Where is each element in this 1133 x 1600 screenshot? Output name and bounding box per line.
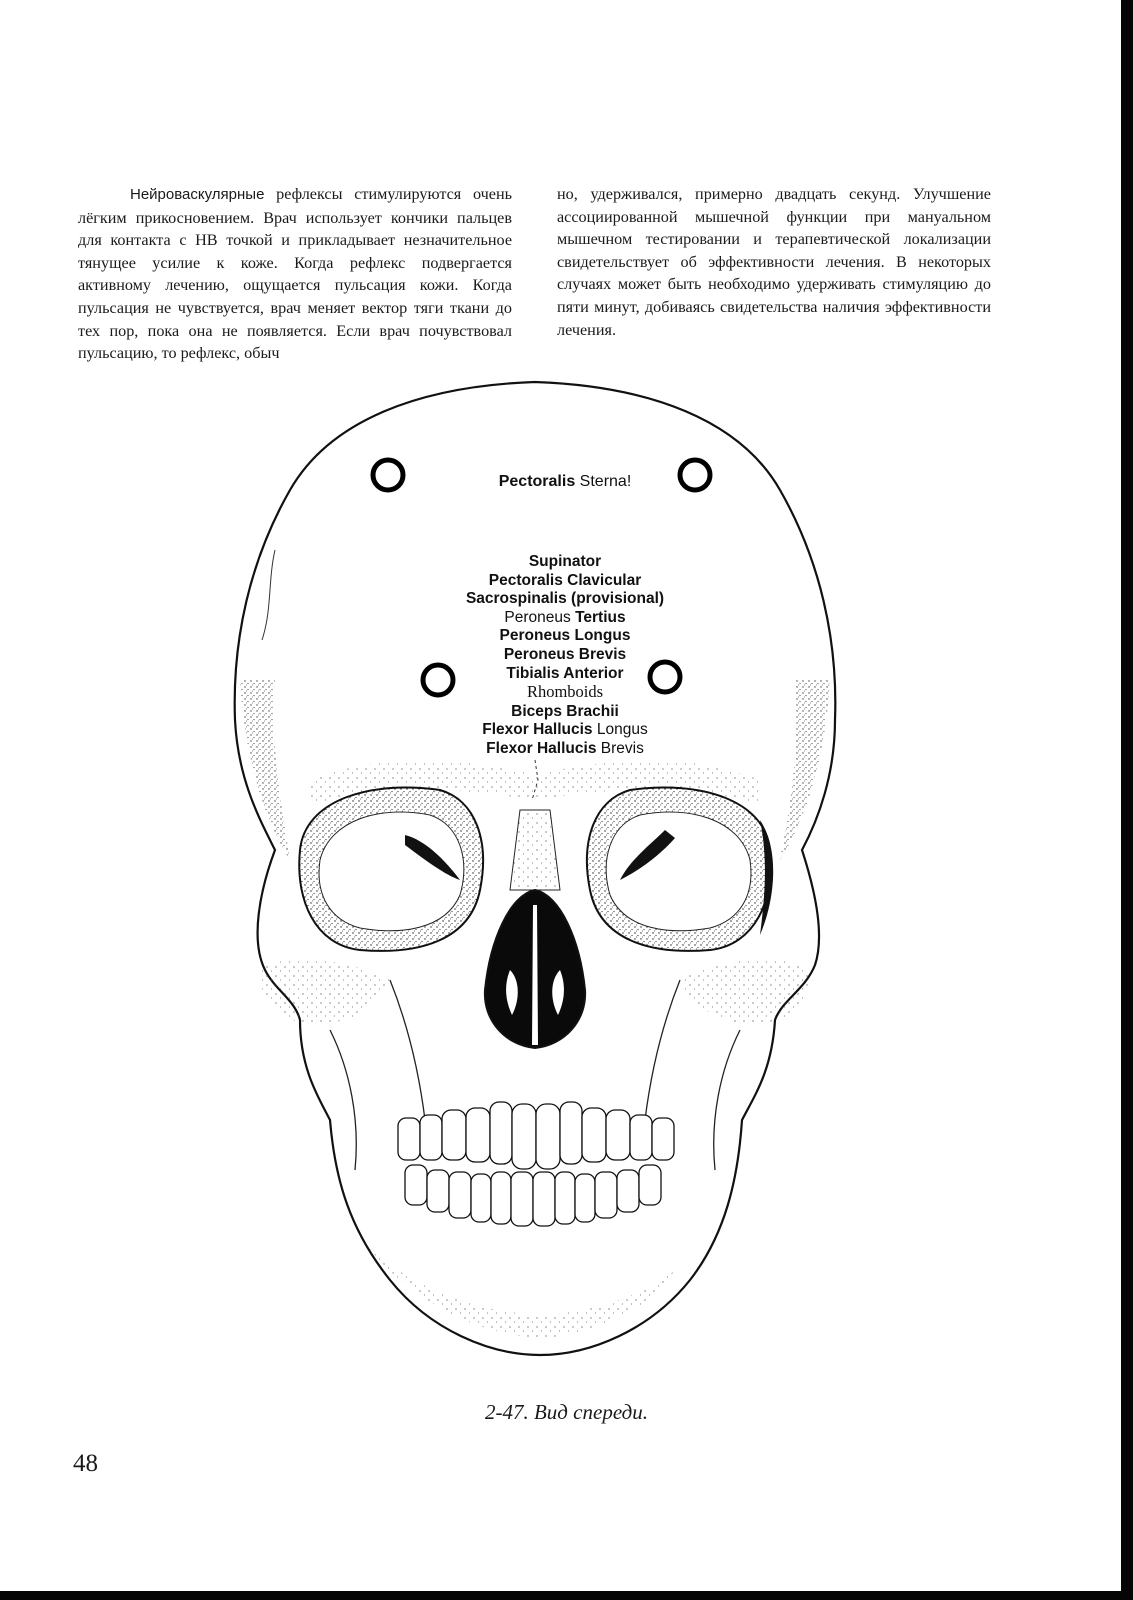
skull-illustration bbox=[220, 380, 850, 1370]
label-text: Flexor Hallucis bbox=[486, 739, 597, 757]
label-text: Peroneus Longus bbox=[499, 627, 631, 645]
label-text: Biceps Brachii bbox=[511, 702, 619, 720]
skull-drawing bbox=[220, 380, 850, 1370]
paragraph-right: но, удерживался, примерно двадцать секунд. Улучшение ассоциированной мышечной функции при мануальном мышечном тестировании и терапевтической локализации свидетельствует об эффективности лечения. В некоторых случаях может быть необходимо удерживать стимуляцию до пяти минут, добиваясь свидетельства наличия эффективности лечения. bbox=[557, 185, 991, 339]
scan-edge-bottom bbox=[0, 1591, 1133, 1600]
text-column-right bbox=[557, 183, 991, 341]
label-text: Tibialis Anterior bbox=[506, 664, 624, 682]
label-text: Longus bbox=[596, 721, 648, 739]
orbit-left-inner bbox=[319, 812, 464, 931]
label-text: Flexor Hallucis bbox=[482, 721, 593, 739]
label-text: Brevis bbox=[600, 739, 644, 757]
label-rhomboids bbox=[300, 683, 830, 703]
label-pectoralis-sternal bbox=[300, 473, 830, 491]
label-text: Peroneus bbox=[504, 608, 571, 626]
label-supinator bbox=[300, 553, 830, 572]
label-flexor-hallucis-longus bbox=[300, 721, 830, 740]
label-flexor-hallucis-brevis bbox=[300, 740, 830, 759]
label-bold-part: Pectoralis bbox=[498, 473, 576, 490]
label-text: Sacrospinalis (provisional) bbox=[465, 590, 665, 608]
label-text: Rhomboids bbox=[526, 682, 604, 702]
label-biceps-brachii bbox=[300, 703, 830, 722]
label-text: Peroneus Brevis bbox=[503, 645, 627, 663]
page-number: 48 bbox=[73, 1450, 98, 1477]
label-sacrospinalis bbox=[300, 590, 830, 609]
label-pectoralis-clavicular bbox=[300, 572, 830, 591]
text-column-left bbox=[78, 183, 512, 365]
label-normal-part: Sterna! bbox=[579, 473, 632, 490]
paragraph-left-body: рефлексы стимулируются очень лёгким прикосновением. Врач использует кончики пальцев для контакта с НВ точкой и прикладывает незначительное тянущее усилие к коже. Когда рефлекс подвергается активному лечению, ощущается пульсация кожи. Когда пульсация не чувствуется, врач меняет вектор тяги ткани до тех пор, пока она не появляется. Если врач почувствовал пульсацию, то рефлекс, обыч bbox=[78, 185, 512, 363]
lead-term: Нейроваскулярные bbox=[130, 186, 265, 203]
muscle-label-list bbox=[300, 553, 830, 759]
scan-edge-right bbox=[1121, 0, 1133, 1600]
label-peroneus-brevis bbox=[300, 646, 830, 665]
label-text: Supinator bbox=[528, 553, 602, 570]
label-text: Pectoralis Clavicular bbox=[488, 571, 642, 589]
nasal-septum bbox=[532, 905, 538, 1045]
label-tibialis-anterior bbox=[300, 665, 830, 684]
label-text: Tertius bbox=[575, 608, 626, 626]
label-peroneus-longus bbox=[300, 627, 830, 646]
paragraph-left bbox=[78, 183, 512, 365]
figure-caption: 2-47. Вид спереди. bbox=[484, 1400, 648, 1424]
label-peroneus-tertius bbox=[300, 609, 830, 628]
